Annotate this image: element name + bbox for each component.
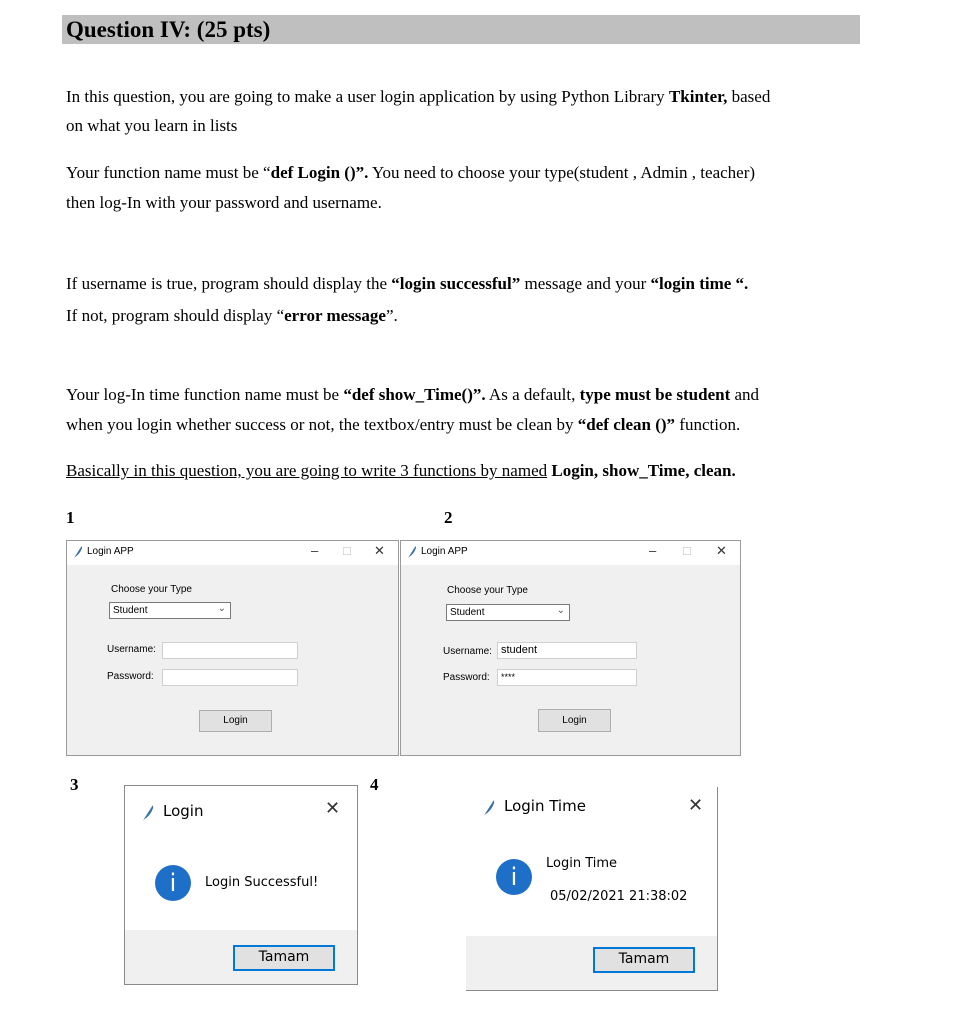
paragraph-2-line-1 <box>66 158 755 188</box>
text: function. <box>675 415 741 434</box>
login-button[interactable]: Login <box>538 709 611 732</box>
login-success-dialog <box>124 785 358 985</box>
bold-text: “def clean ()” <box>577 415 676 434</box>
choose-type-label: Choose your Type <box>111 584 192 595</box>
dialog-message-title: Login Time <box>546 856 618 871</box>
text: based <box>727 87 771 106</box>
close-icon[interactable]: ✕ <box>374 543 385 558</box>
maximize-icon[interactable]: □ <box>683 543 691 558</box>
paragraph-3-line-1 <box>66 269 748 299</box>
username-label: Username: <box>107 644 156 655</box>
text: If not, program should display “ <box>66 306 285 325</box>
info-icon: i <box>155 865 191 901</box>
paragraph-2-line-2: then log-In with your password and username. <box>66 193 382 212</box>
dialog-title: Login Time <box>504 797 586 815</box>
bold-text: type must be student <box>579 385 731 404</box>
dialog-title: Login <box>163 802 204 820</box>
maximize-icon[interactable]: □ <box>343 543 351 558</box>
figure-number-3: 3 <box>70 775 79 794</box>
figure-number-4: 4 <box>370 775 379 794</box>
bold-text: “def show_Time()”. <box>343 385 486 404</box>
text: Your log-In time function name must be <box>66 385 344 404</box>
bold-text: “login time “. <box>650 274 749 293</box>
close-icon[interactable]: ✕ <box>688 795 704 816</box>
figure-number-2: 2 <box>444 508 453 527</box>
type-value: Student <box>113 605 148 616</box>
text: ”. <box>385 306 398 325</box>
underlined-text: Basically in this question, you are going to write 3 functions by named <box>66 461 548 480</box>
username-label: Username: <box>443 646 492 657</box>
bold-text: def Login ()”. <box>270 163 369 182</box>
ok-button[interactable]: Tamam <box>593 947 695 973</box>
text: when you login whether success or not, the textbox/entry must be clean by <box>66 415 578 434</box>
bold-text: Login, show_Time, clean. <box>547 461 736 480</box>
feather-icon <box>407 545 417 559</box>
title-bar <box>67 541 398 565</box>
close-icon[interactable]: ✕ <box>716 543 727 558</box>
dialog-footer <box>125 930 357 984</box>
paragraph-1-line-1 <box>66 82 770 112</box>
choose-type-label: Choose your Type <box>447 585 528 596</box>
paragraph-4-line-1 <box>66 380 759 410</box>
bold-text: error message <box>284 306 386 325</box>
dialog-message: Login Successful! <box>205 875 319 890</box>
username-input[interactable] <box>162 642 298 659</box>
paragraph-5 <box>66 456 736 486</box>
feather-icon <box>482 799 496 817</box>
info-icon: i <box>496 859 532 895</box>
type-combobox[interactable] <box>109 602 231 619</box>
login-time-dialog <box>466 787 718 991</box>
password-label: Password: <box>443 672 490 683</box>
password-input[interactable]: **** <box>497 669 637 686</box>
password-input[interactable] <box>162 669 298 686</box>
bold-text: “login successful” <box>391 274 521 293</box>
login-time-value: 05/02/2021 21:38:02 <box>550 889 688 904</box>
chevron-down-icon: ⌄ <box>217 603 226 614</box>
feather-icon <box>141 804 155 822</box>
text: and <box>730 385 760 404</box>
text: Your function name must be “ <box>66 163 271 182</box>
text: If username is true, program should display the <box>66 274 392 293</box>
type-value: Student <box>450 607 485 618</box>
text: message and your <box>520 274 651 293</box>
bold-text: Tkinter, <box>668 87 728 106</box>
text: In this question, you are going to make a user login application by using Python Library <box>66 87 669 106</box>
password-label: Password: <box>107 671 154 682</box>
login-window-1 <box>66 540 399 756</box>
dialog-footer <box>466 936 717 990</box>
login-window-2 <box>400 540 741 756</box>
chevron-down-icon: ⌄ <box>556 605 565 616</box>
text: As a default, <box>485 385 580 404</box>
feather-icon <box>73 545 83 559</box>
type-combobox[interactable] <box>446 604 570 621</box>
window-title: Login APP <box>421 546 468 557</box>
question-title: Question IV: (25 pts) <box>66 17 271 42</box>
window-title: Login APP <box>87 546 134 557</box>
paragraph-4-line-2 <box>66 410 740 440</box>
minimize-icon[interactable]: – <box>311 543 319 558</box>
title-bar <box>401 541 740 565</box>
figure-number-1: 1 <box>66 508 75 527</box>
minimize-icon[interactable]: – <box>649 543 657 558</box>
login-button[interactable]: Login <box>199 710 272 732</box>
paragraph-3-line-2 <box>66 301 398 331</box>
close-icon[interactable]: ✕ <box>325 798 341 819</box>
paragraph-1-line-2: on what you learn in lists <box>66 116 238 135</box>
text: You need to choose your type(student , Admin , teacher) <box>368 163 756 182</box>
username-input[interactable]: student <box>497 642 637 659</box>
ok-button[interactable]: Tamam <box>233 945 335 971</box>
